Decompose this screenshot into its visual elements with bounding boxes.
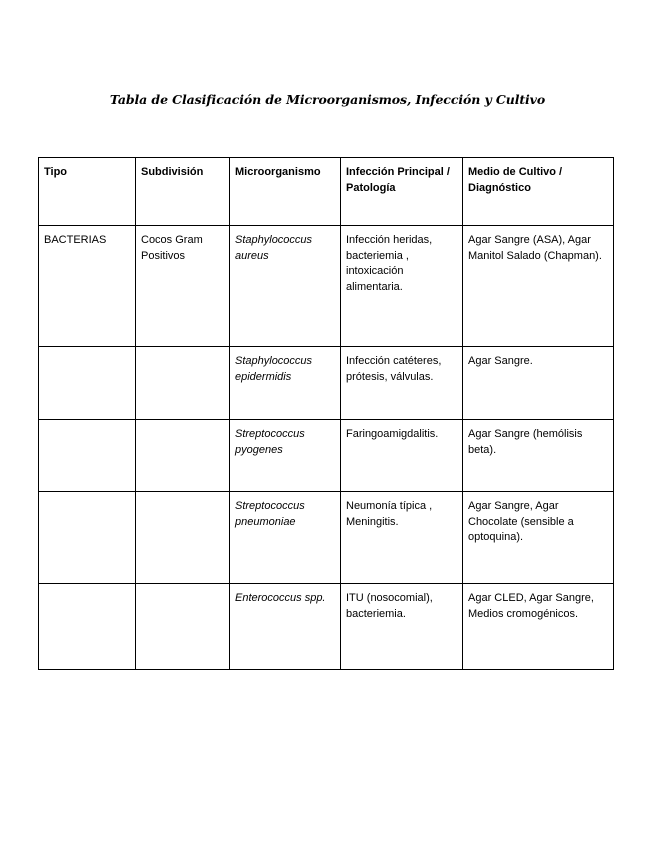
cell-microorganismo: Streptococcus pyogenes (230, 420, 341, 492)
cell-tipo (39, 584, 136, 670)
header-infeccion: Infección Principal / Patología (341, 158, 463, 226)
table-row (39, 347, 614, 420)
cell-medio: Agar Sangre. (463, 347, 614, 420)
cell-tipo (39, 420, 136, 492)
table-row (39, 584, 614, 670)
cell-tipo: BACTERIAS (39, 226, 136, 347)
cell-tipo (39, 492, 136, 584)
header-microorganismo: Microorganismo (230, 158, 341, 226)
classification-table (38, 157, 614, 670)
page-title: Tabla de Clasificación de Microorganismos, Infección y Cultivo (109, 92, 546, 107)
cell-medio: Agar Sangre (hemólisis beta). (463, 420, 614, 492)
cell-tipo (39, 347, 136, 420)
cell-microorganismo: Streptococcus pneumoniae (230, 492, 341, 584)
cell-subdivision (136, 492, 230, 584)
cell-medio: Agar Sangre (ASA), Agar Manitol Salado (Chapman). (463, 226, 614, 347)
cell-subdivision (136, 347, 230, 420)
header-subdivision: Subdivisión (136, 158, 230, 226)
cell-infeccion: Neumonía típica , Meningitis. (341, 492, 463, 584)
cell-infeccion: Infección catéteres, prótesis, válvulas. (341, 347, 463, 420)
cell-infeccion: Infección heridas, bacteriemia , intoxicación alimentaria. (341, 226, 463, 347)
table-header-row (39, 158, 614, 226)
header-medio: Medio de Cultivo / Diagnóstico (463, 158, 614, 226)
table-row (39, 492, 614, 584)
header-tipo: Tipo (39, 158, 136, 226)
cell-subdivision (136, 584, 230, 670)
cell-microorganismo: Enterococcus spp. (230, 584, 341, 670)
cell-microorganismo: Staphylococcus epidermidis (230, 347, 341, 420)
table-row (39, 226, 614, 347)
cell-infeccion: ITU (nosocomial), bacteriemia. (341, 584, 463, 670)
cell-subdivision (136, 420, 230, 492)
cell-subdivision: Cocos Gram Positivos (136, 226, 230, 347)
table-row (39, 420, 614, 492)
cell-medio: Agar CLED, Agar Sangre, Medios cromogénicos. (463, 584, 614, 670)
cell-infeccion: Faringoamigdalitis. (341, 420, 463, 492)
cell-medio: Agar Sangre, Agar Chocolate (sensible a optoquina). (463, 492, 614, 584)
cell-microorganismo: Staphylococcus aureus (230, 226, 341, 347)
